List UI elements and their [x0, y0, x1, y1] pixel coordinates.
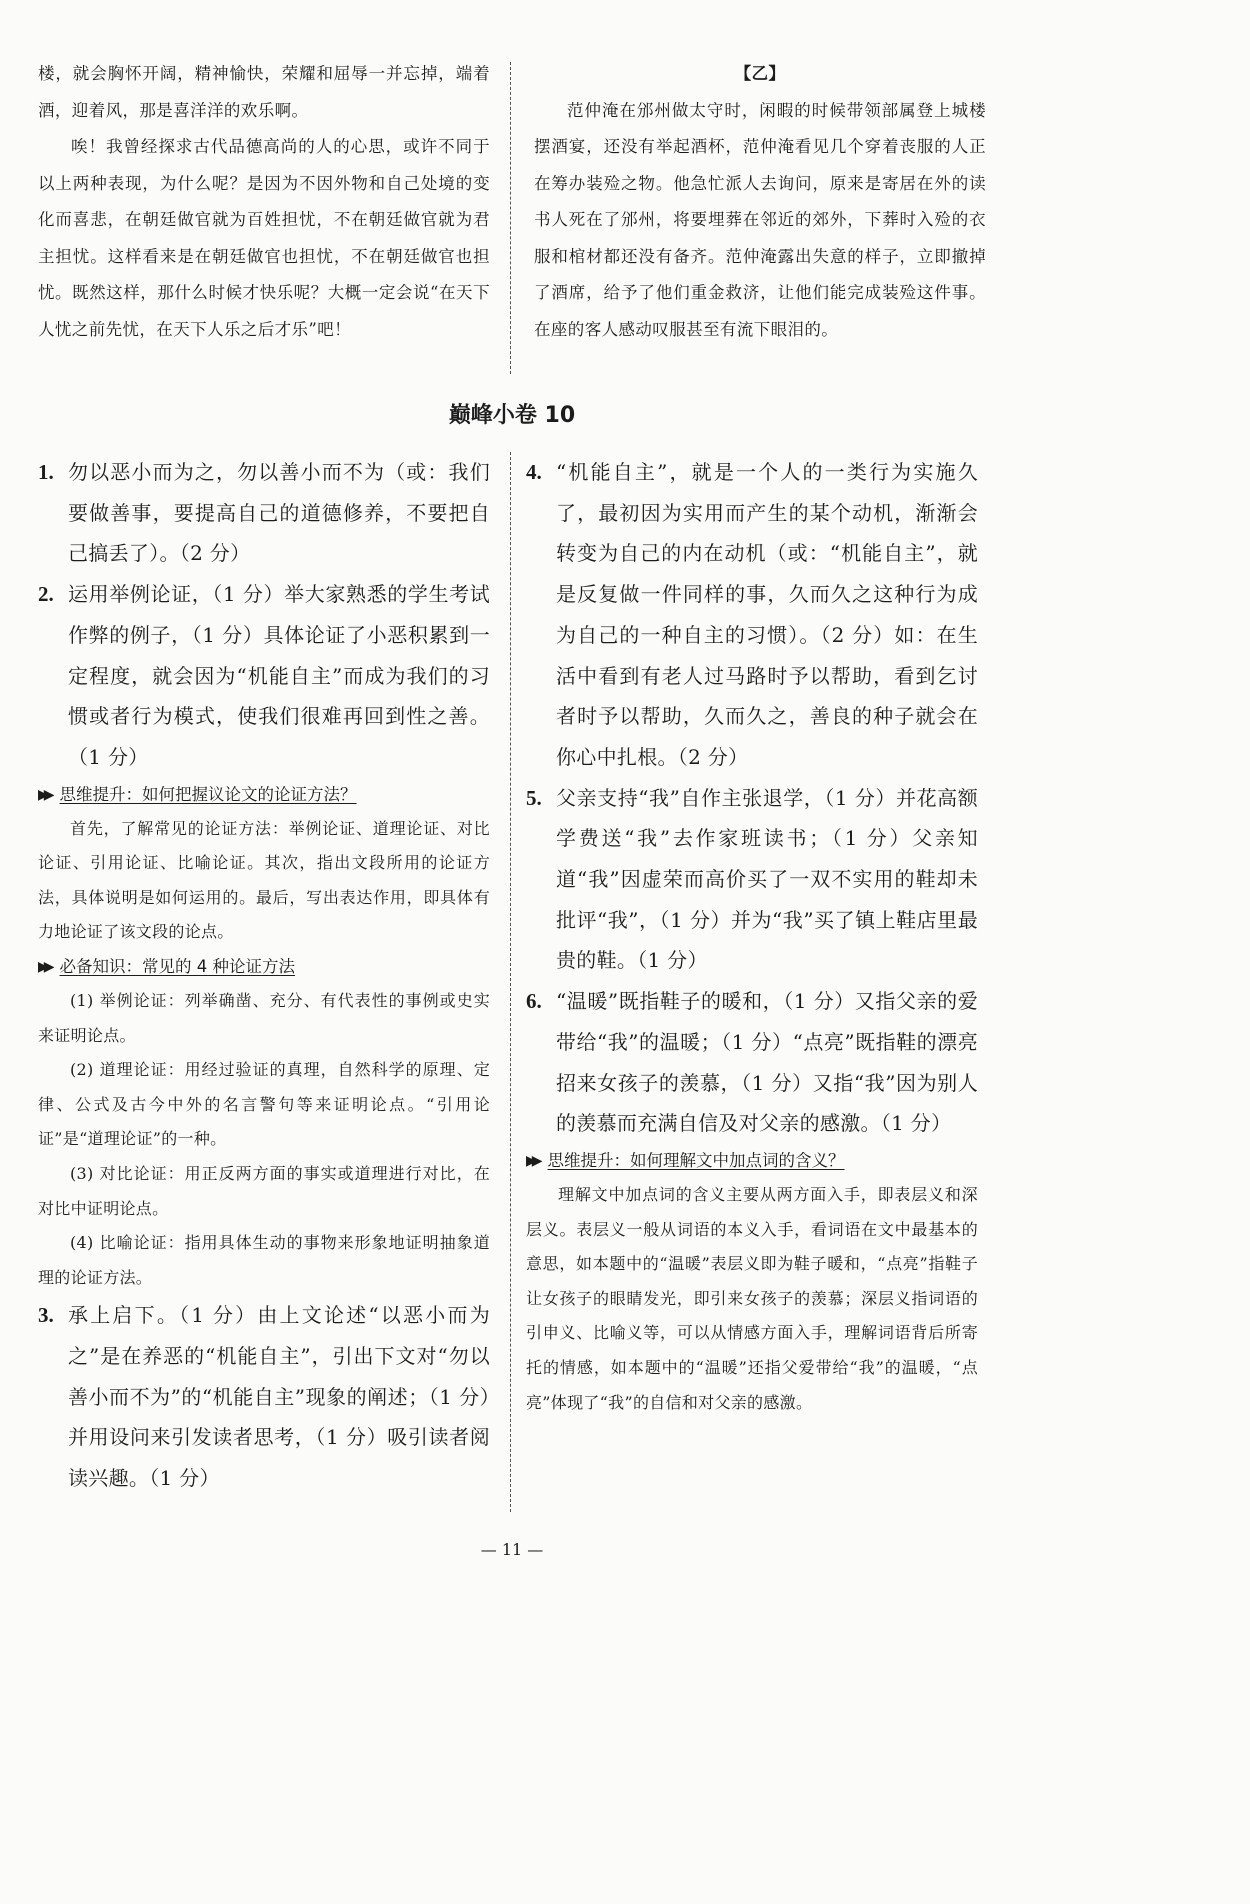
answer-item [38, 452, 490, 574]
translation-jia-continued [38, 56, 490, 348]
tip-body: 首先，了解常见的论证方法：举例论证、道理论证、对比论证、引用论证、比喻论证。其次，指出文段所用的论证方法，具体说明是如何运用的。最后，写出表达作用，即具体有力地论证了该文段的论点。 [38, 818, 490, 942]
paragraph: 唉！我曾经探求古代品德高尚的人的心思，或许不同于以上两种表现，为什么呢？是因为不因外物和自己处境的变化而喜悲，在朝廷做官就为百姓担忧，不在朝廷做官就为君主担忧。这样看来是在朝廷做官也担忧，不在朝廷做官也担忧。既然这样，那什么时候才快乐呢？大概一定会说“在天下人忧之前先忧，在天下人乐之后才乐”吧！ [38, 137, 490, 339]
page-number: — 11 — [480, 1540, 544, 1559]
answer-item [38, 1295, 490, 1499]
answer-number: 3. [38, 1303, 54, 1328]
answers-right-column [526, 452, 978, 1420]
knowledge-item: (3) 对比论证：用正反两方面的事实或道理进行对比，在对比中证明论点。 [38, 1163, 490, 1218]
tip-heading: ▶▶ 思维提升：如何理解文中加点词的含义？ [526, 1144, 978, 1178]
answer-text: 勿以恶小而为之，勿以善小而不为（或：我们要做善事，要提高自己的道德修养，不要把自己搞丢了）。（2 分） [68, 460, 490, 566]
double-arrow-icon: ▶▶ [38, 786, 50, 803]
tip-heading: ▶▶ 思维提升：如何把握议论文的论证方法？ [38, 778, 490, 812]
answer-item [526, 778, 978, 982]
answer-number: 2. [38, 582, 54, 607]
answer-text: “机能自主”，就是一个人的一类行为实施久了，最初因为实用而产生的某个动机，渐渐会转变为自己的内在动机（或：“机能自主”，就是反复做一件同样的事，久而久之这种行为成为自己的一种自主的习惯）。（2 分）如：在生活中看到有老人过马路时予以帮助，看到乞讨者时予以帮助，久而久之，善良的种子就会在你心中扎根。（2 分） [556, 460, 978, 769]
section-heading-yi: 【乙】 [734, 64, 786, 83]
answer-item [526, 452, 978, 778]
knowledge-item: (1) 举例论证：列举确凿、充分、有代表性的事例或史实来证明论点。 [38, 991, 490, 1045]
answer-text: 运用举例论证，（1 分）举大家熟悉的学生考试作弊的例子，（1 分）具体论证了小恶积累到一定程度，就会因为“机能自主”而成为我们的习惯或者行为模式，使我们很难再回到性之善。（1 分） [68, 582, 490, 769]
answer-item [38, 574, 490, 778]
answer-number: 4. [526, 460, 542, 484]
double-arrow-icon: ▶▶ [526, 1152, 538, 1169]
answer-number: 6. [526, 989, 542, 1014]
paragraph: 范仲淹在邠州做太守时，闲暇的时候带领部属登上城楼摆酒宴，还没有举起酒杯，范仲淹看见几个穿着丧服的人正在筹办装殓之物。他急忙派人去询问，原来是寄居在外的读书人死在了邠州，将要埋葬在邻近的郊外，下葬时入殓的衣服和棺材都还没有备齐。范仲淹露出失意的样子，立即撤掉了酒席，给予了他们重金救济，让他们能完成装殓这件事。在座的客人感动叹服甚至有流下眼泪的。 [534, 100, 986, 339]
answers-left-column [38, 452, 490, 1499]
answer-text: “温暖”既指鞋子的暖和，（1 分）又指父亲的爱带给“我”的温暖；（1 分）“点亮”既指鞋的漂亮招来女孩子的羡慕，（1 分）又指“我”因为别人的羡慕而充满自信及对父亲的感激。（1 分） [556, 989, 978, 1136]
knowledge-heading: ▶▶ 必备知识：常见的 4 种论证方法 [38, 950, 490, 984]
translation-yi [534, 56, 986, 348]
tip-body: 理解文中加点词的含义主要从两方面入手，即表层义和深层义。表层义一般从词语的本义入手，看词语在文中最基本的意思，如本题中的“温暖”表层义即为鞋子暖和，“点亮”指鞋子让女孩子的眼睛发光，即引来女孩子的羡慕；深层义指词语的引申义、比喻义等，可以从情感方面入手，理解词语背后所寄托的情感，如本题中的“温暖”还指父爱带给“我”的温暖，“点亮”体现了“我”的自信和对父亲的感激。 [526, 1184, 978, 1412]
knowledge-item: (4) 比喻论证：指用具体生动的事物来形象地证明抽象道理的论证方法。 [38, 1233, 490, 1287]
column-divider-top [510, 62, 511, 374]
page-title: 巅峰小卷 10 [448, 403, 576, 428]
knowledge-item: (2) 道理论证：用经过验证的真理，自然科学的原理、定律、公式及古今中外的名言警句等来证明论点。“引用论证”是“道理论证”的一种。 [38, 1060, 490, 1149]
double-arrow-icon: ▶▶ [38, 959, 50, 975]
answer-item [526, 981, 978, 1144]
answer-number: 5. [526, 785, 542, 810]
answer-number: 1. [38, 460, 54, 484]
answer-text: 承上启下。（1 分）由上文论述“以恶小而为之”是在养恶的“机能自主”，引出下文对“勿以善小而不为”的“机能自主”现象的阐述；（1 分）并用设问来引发读者思考，（1 分）吸引读者阅读兴趣。（1 分） [68, 1303, 490, 1491]
column-divider-main [510, 452, 511, 1512]
paragraph: 楼，就会胸怀开阔，精神愉快，荣耀和屈辱一并忘掉，端着酒，迎着风，那是喜洋洋的欢乐啊。 [38, 64, 490, 120]
answer-text: 父亲支持“我”自作主张退学，（1 分）并花高额学费送“我”去作家班读书；（1 分）父亲知道“我”因虚荣而高价买了一双不实用的鞋却未批评“我”，（1 分）并为“我”买了镇上鞋店里最贵的鞋。（1 分） [556, 785, 978, 973]
